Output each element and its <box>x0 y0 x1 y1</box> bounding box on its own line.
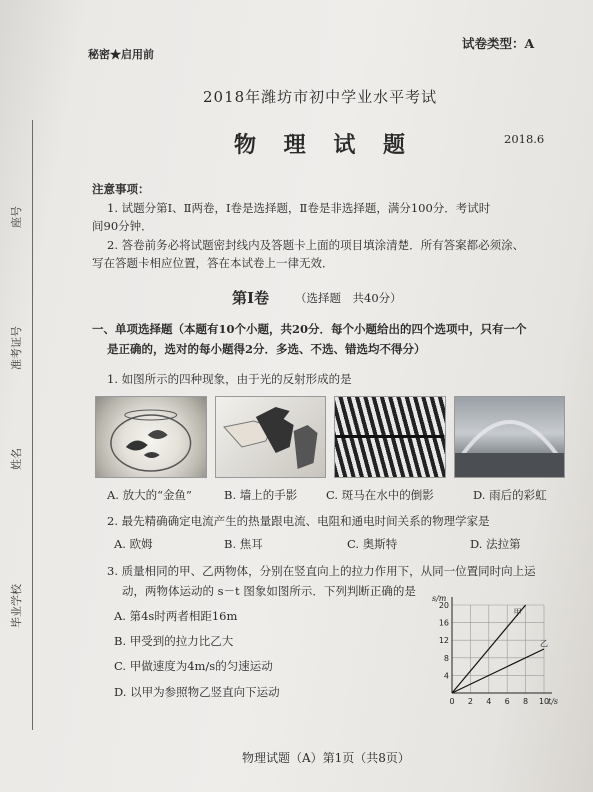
q2-option-b: B. 焦耳 <box>224 537 263 551</box>
binding-line <box>32 120 33 730</box>
paper-type: 试卷类型：A <box>462 36 535 51</box>
exam-title: 2018年潍坊市初中学业水平考试 <box>203 88 438 106</box>
y-tick-label: 16 <box>438 618 449 628</box>
q3-option-b: B. 甲受到的拉力比乙大 <box>114 634 234 648</box>
x-tick-label: 6 <box>504 697 510 706</box>
q3-stem-2: 动，两物体运动的 s－t 图象如图所示．下列判断正确的是 <box>122 584 416 598</box>
x-tick-label: 0 <box>449 697 455 706</box>
y-tick-label: 4 <box>443 671 449 681</box>
series-label: 乙 <box>540 639 548 648</box>
notes-item-1: 1. 试题分第Ⅰ、Ⅱ两卷，Ⅰ卷是选择题，Ⅱ卷是非选择题，满分100分．考试时 <box>107 201 491 215</box>
q3-option-c: C. 甲做速度为4m/s的匀速运动 <box>114 659 273 673</box>
q2-option-a: A. 欧姆 <box>114 537 153 551</box>
q1-option-d: D. 雨后的彩虹 <box>473 488 547 502</box>
exam-date: 2018.6 <box>504 132 545 146</box>
y-tick-label: 8 <box>443 653 449 663</box>
sidebar-label-seat: 座号 <box>10 206 23 228</box>
q2-stem: 2. 最先精确确定电流产生的热量跟电流、电阻和通电时间关系的物理学家是 <box>107 514 490 528</box>
q1-images <box>95 396 565 478</box>
sidebar-label-admission: 准考证号 <box>10 326 23 370</box>
subject-title: 物 理 试 题 <box>234 132 415 158</box>
x-axis-label: t/s <box>548 697 559 706</box>
notes-item-1b: 间90分钟． <box>92 219 153 233</box>
series-line-yi <box>452 649 544 693</box>
notes-item-2: 2. 答卷前务必将试题密封线内及答题卡上面的项目填涂清楚．所有答案都必须涂、 <box>107 238 525 252</box>
q1-option-a: A. 放大的“金鱼” <box>107 488 192 502</box>
q1-option-c: C. 斑马在水中的倒影 <box>326 488 434 502</box>
secret-label: 秘密★启用前 <box>88 48 154 61</box>
q2-option-c: C. 奥斯特 <box>347 537 398 551</box>
section-title: 第Ⅰ卷 <box>232 289 270 307</box>
rainbow-photo <box>454 396 566 478</box>
y-tick-label: 12 <box>438 636 449 646</box>
x-tick-label: 2 <box>467 697 473 706</box>
q1-option-b: B. 墙上的手影 <box>224 488 298 502</box>
sidebar-label-name: 姓名 <box>10 448 23 470</box>
q1-stem: 1. 如图所示的四种现象，由于光的反射形成的是 <box>107 372 352 386</box>
goldfish-bowl-photo <box>95 396 207 478</box>
x-tick-label: 4 <box>486 697 492 706</box>
st-graph <box>430 588 560 713</box>
y-tick-label: 20 <box>438 601 449 610</box>
x-tick-label: 8 <box>523 697 529 706</box>
part1-instructions-a: 一、单项选择题（本题有10个小题，共20分．每个小题给出的四个选项中，只有一个 <box>92 322 527 336</box>
part1-instructions-b: 是正确的，选对的每小题得2分．多选、不选、错选均不得分） <box>107 342 426 356</box>
zebra-reflection-photo <box>334 396 446 478</box>
section-subtitle: （选择题 共40分） <box>295 291 402 305</box>
x-tick-label: 10 <box>538 697 550 706</box>
q3-stem-1: 3. 质量相同的甲、乙两物体，分别在竖直向上的拉力作用下，从同一位置同时向上运 <box>107 564 536 578</box>
page-footer: 物理试题（A）第1页（共8页） <box>242 751 410 765</box>
sidebar-label-school: 毕业学校 <box>10 584 23 628</box>
q2-option-d: D. 法拉第 <box>470 537 521 551</box>
notes-heading: 注意事项： <box>92 182 150 196</box>
st-graph-svg <box>430 588 560 713</box>
q3-option-a: A. 第4s时两者相距16m <box>114 609 238 623</box>
series-label: 甲 <box>513 608 522 617</box>
q3-option-d: D. 以甲为参照物乙竖直向下运动 <box>114 685 280 699</box>
notes-item-2b: 写在答题卡相应位置，答在本试卷上一律无效． <box>92 256 334 270</box>
hand-shadow-photo <box>215 396 327 478</box>
y-axis-label: s/m <box>432 594 447 603</box>
